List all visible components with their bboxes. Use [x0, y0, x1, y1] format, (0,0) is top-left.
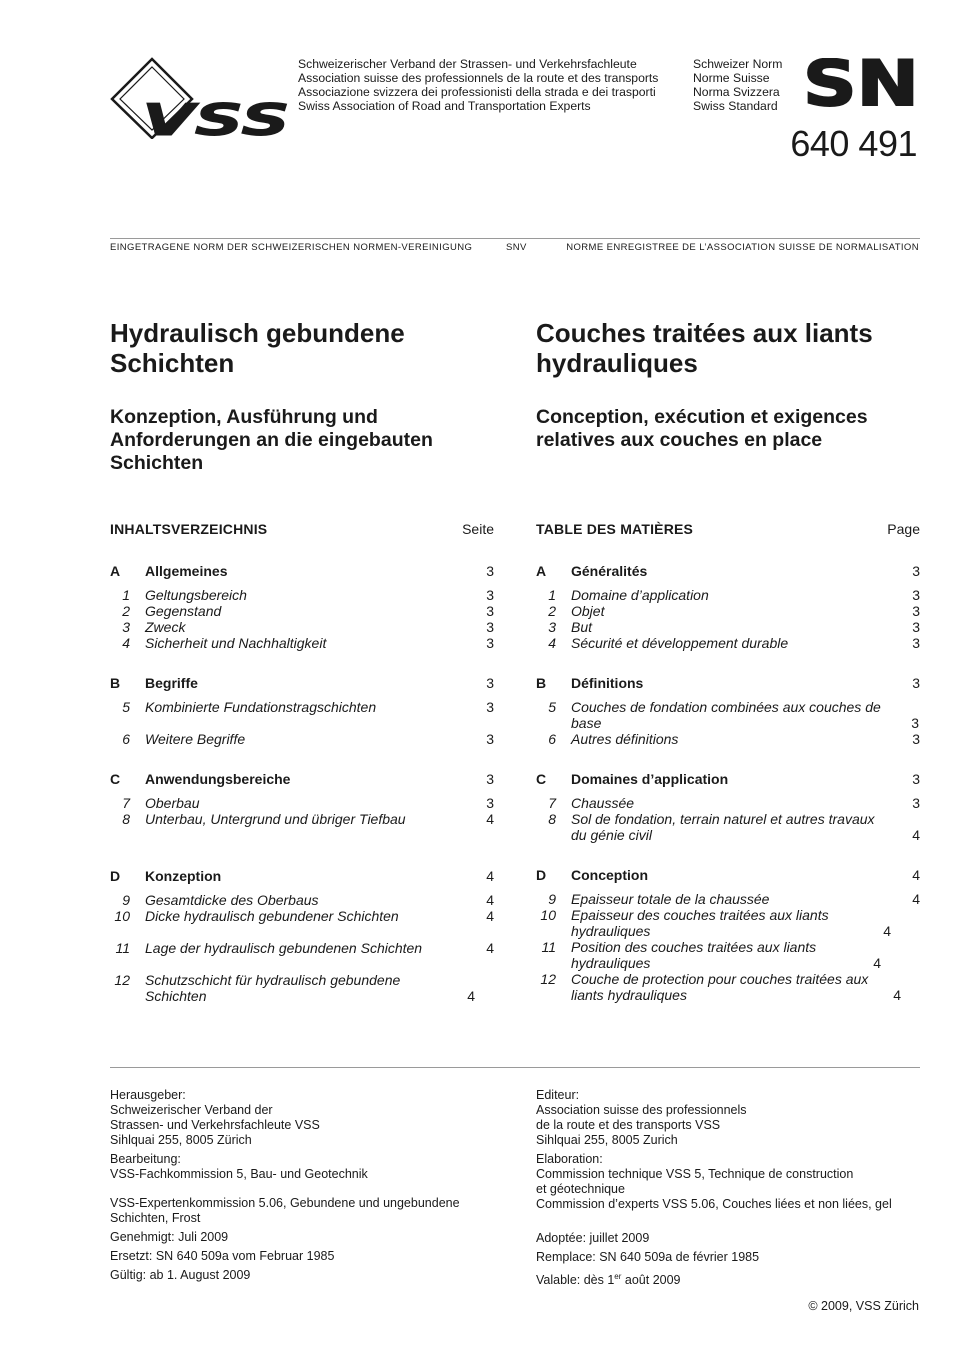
item-title: Schutzschicht für hydraulisch gebundene Schichten: [145, 972, 401, 1004]
item-page: 3: [912, 603, 920, 619]
item-number: 1: [122, 587, 130, 603]
section-letter: D: [536, 867, 547, 883]
association-name-fr: Association suisse des professionnels de la route et des transports: [298, 71, 659, 85]
toc-item: [110, 811, 494, 827]
association-name-it: Associazione svizzera dei professionisti della strada e dei trasporti: [298, 85, 656, 99]
toc-header: [110, 521, 494, 539]
item-page: 4: [486, 908, 494, 924]
item-title: But: [571, 619, 593, 635]
publisher-line: Sihlquai 255, 8005 Zürich: [110, 1133, 252, 1147]
standard-name-it: Norma Svizzera: [693, 85, 780, 99]
imprint-fr: [536, 1088, 921, 1288]
sn-logo: [803, 58, 919, 108]
toc-page-label: Page: [887, 521, 920, 537]
section-letter: D: [110, 868, 121, 884]
association-names: [298, 57, 658, 113]
toc-section: [536, 771, 920, 787]
registration-snv: SNV: [506, 242, 527, 253]
item-number: 5: [122, 699, 130, 715]
toc-item: [110, 699, 494, 715]
item-page: 4: [893, 987, 901, 1003]
item-title: Kombinierte Fundationstragschichten: [145, 699, 377, 715]
item-number: 9: [122, 892, 130, 908]
subtitle-de: Konzeption, Ausführung und Anforderungen an die eingebauten Schichten: [110, 406, 433, 474]
toc-item: [110, 587, 494, 603]
item-page: 3: [912, 619, 920, 635]
toc-item: [536, 731, 920, 747]
item-page: 4: [467, 988, 475, 1004]
item-page: 3: [912, 795, 920, 811]
item-title: Domaine d’application: [571, 587, 709, 603]
publisher-label: Editeur:: [536, 1088, 580, 1102]
item-number: 12: [540, 971, 556, 987]
item-title: Sol de fondation, terrain naturel et autres travaux du génie civil: [571, 811, 875, 843]
section-letter: B: [536, 675, 547, 691]
toc-item: [536, 619, 920, 635]
item-number: 7: [548, 795, 556, 811]
item-number: 6: [548, 731, 556, 747]
item-page: 3: [912, 587, 920, 603]
item-page: 3: [486, 635, 494, 651]
section-page: 3: [486, 675, 494, 691]
toc-section: [110, 771, 494, 787]
adoption-date: Adoptée: juillet 2009: [536, 1231, 650, 1245]
item-number: 6: [122, 731, 130, 747]
toc-item: [536, 587, 920, 603]
section-title: Anwendungsbereiche: [145, 771, 291, 787]
section-letter: A: [110, 563, 121, 579]
standard-name-de: Schweizer Norm: [693, 57, 783, 71]
item-number: 7: [122, 795, 130, 811]
item-title: Couche de protection pour couches traitées aux liants hydrauliques: [571, 971, 869, 1003]
section-title: Généralités: [571, 563, 648, 579]
validity-ordinal: er: [614, 1272, 622, 1281]
editing-line: Commission technique VSS 5, Technique de construction: [536, 1167, 854, 1181]
approval-date: Genehmigt: Juli 2009: [110, 1230, 229, 1244]
item-title: Autres définitions: [571, 731, 679, 747]
section-letter: C: [110, 771, 121, 787]
title-fr: Couches traitées aux liants hydrauliques: [536, 318, 873, 378]
section-page: 3: [912, 563, 920, 579]
section-page: 3: [486, 563, 494, 579]
toc-section: [536, 563, 920, 579]
toc-item: [110, 940, 494, 956]
publisher-line: Association suisse des professionnels: [536, 1103, 747, 1117]
toc-item: [536, 971, 920, 1003]
item-page: 3: [486, 795, 494, 811]
toc-item: [536, 907, 920, 939]
section-title: Conception: [571, 867, 648, 883]
toc-item: [536, 811, 920, 843]
toc-item: [110, 795, 494, 811]
publisher-line: Strassen- und Verkehrsfachleute VSS: [110, 1118, 320, 1132]
item-title: Geltungsbereich: [145, 587, 247, 603]
item-number: 11: [541, 939, 556, 955]
section-title: Domaines d’application: [571, 771, 729, 787]
section-page: 3: [486, 771, 494, 787]
toc-item: [536, 699, 920, 731]
toc-header: [536, 521, 920, 539]
standard-name-fr: Norme Suisse: [693, 71, 770, 85]
toc-item: [110, 619, 494, 635]
standard-name-en: Swiss Standard: [693, 99, 778, 113]
association-name-en: Swiss Association of Road and Transportation Experts: [298, 99, 591, 113]
sn-logo-text: SN: [803, 58, 919, 108]
item-title: Couches de fondation combinées aux couches de base: [571, 699, 881, 731]
toc-item: [110, 972, 494, 1004]
section-letter: B: [110, 675, 121, 691]
toc-item: [536, 635, 920, 651]
item-title: Chaussée: [571, 795, 635, 811]
item-number: 10: [540, 907, 556, 923]
item-page: 3: [486, 587, 494, 603]
toc-item: [536, 795, 920, 811]
copyright: © 2009, VSS Zürich: [808, 1299, 919, 1313]
item-number: 9: [548, 891, 556, 907]
validity-prefix: Valable: dès 1: [536, 1273, 615, 1288]
editing-label: Elaboration:: [536, 1152, 603, 1166]
subtitle-fr: Conception, exécution et exigences relatives aux couches en place: [536, 406, 868, 451]
item-page: 4: [912, 827, 920, 843]
item-number: 3: [122, 619, 130, 635]
toc-heading: INHALTSVERZEICHNIS: [110, 521, 268, 537]
toc-section: [536, 867, 920, 883]
divider: [110, 238, 920, 239]
item-number: 3: [548, 619, 556, 635]
publisher-line: Schweizerischer Verband der: [110, 1103, 273, 1117]
item-page: 3: [486, 619, 494, 635]
toc-page-label: Seite: [462, 521, 494, 537]
item-title: Dicke hydraulisch gebundener Schichten: [145, 908, 399, 924]
item-page: 4: [486, 940, 494, 956]
editing-line: VSS-Fachkommission 5, Bau- und Geotechnik: [110, 1167, 368, 1181]
imprint-de: [110, 1088, 510, 1283]
vss-logo: [110, 57, 292, 139]
section-page: 4: [486, 868, 494, 884]
toc-item: [110, 635, 494, 651]
item-number: 2: [548, 603, 556, 619]
toc-heading: TABLE DES MATIÈRES: [536, 521, 694, 537]
section-letter: C: [536, 771, 547, 787]
item-title: Epaisseur des couches traitées aux liants hydrauliques: [571, 907, 829, 939]
toc-de: [110, 521, 494, 1004]
title-de: Hydraulisch gebundene Schichten: [110, 318, 405, 378]
item-title: Position des couches traitées aux liants hydrauliques: [571, 939, 817, 971]
standard-names: [693, 57, 782, 113]
item-number: 12: [114, 972, 130, 988]
validity-date: [536, 1269, 921, 1288]
toc-item: [536, 939, 920, 971]
item-title: Weitere Begriffe: [145, 731, 246, 747]
item-number: 5: [548, 699, 556, 715]
divider: [110, 1067, 920, 1068]
item-title: Gesamtdicke des Oberbaus: [145, 892, 319, 908]
item-title: Gegenstand: [145, 603, 222, 619]
toc-item: [110, 603, 494, 619]
document-number: 640 491: [790, 123, 917, 164]
expert-line: Schichten, Frost: [110, 1211, 201, 1225]
item-page: 3: [912, 731, 920, 747]
item-title: Lage der hydraulisch gebundenen Schichten: [145, 940, 423, 956]
item-page: 3: [486, 731, 494, 747]
publisher-label: Herausgeber:: [110, 1088, 186, 1102]
registration-de: EINGETRAGENE NORM DER SCHWEIZERISCHEN NORMEN-VEREINIGUNG: [110, 242, 473, 253]
section-letter: A: [536, 563, 547, 579]
section-title: Begriffe: [145, 675, 198, 691]
toc-item: [110, 892, 494, 908]
toc-section: [110, 675, 494, 691]
section-page: 3: [912, 771, 920, 787]
toc-fr: [536, 521, 920, 1003]
item-page: 3: [486, 603, 494, 619]
toc-item: [536, 603, 920, 619]
section-page: 4: [912, 867, 920, 883]
section-title: Allgemeines: [145, 563, 228, 579]
association-name-de: Schweizerischer Verband der Strassen- und Verkehrsfachleute: [298, 57, 637, 71]
replaces-note: Remplace: SN 640 509a de février 1985: [536, 1250, 760, 1264]
validity-suffix: août 2009: [621, 1273, 681, 1288]
editing-line: et géotechnique: [536, 1182, 625, 1196]
toc-item: [110, 731, 494, 747]
validity-date: Gültig: ab 1. August 2009: [110, 1268, 251, 1282]
item-number: 2: [122, 603, 130, 619]
vss-logo-text: VSS: [142, 95, 290, 139]
item-page: 4: [486, 811, 494, 827]
publisher-line: Sihlquai 255, 8005 Zurich: [536, 1133, 678, 1147]
registration-fr: NORME ENREGISTREE DE L’ASSOCIATION SUISSE DE NORMALISATION: [566, 242, 919, 253]
toc-section: [536, 675, 920, 691]
item-number: 8: [548, 811, 556, 827]
item-number: 4: [122, 635, 130, 651]
item-number: 1: [548, 587, 556, 603]
editing-label: Bearbeitung:: [110, 1152, 181, 1166]
item-title: Epaisseur totale de la chaussée: [571, 891, 770, 907]
item-number: 4: [548, 635, 556, 651]
section-page: 3: [912, 675, 920, 691]
item-page: 4: [883, 923, 891, 939]
editing-line: Commission d’experts VSS 5.06, Couches liées et non liées, gel: [536, 1197, 892, 1211]
item-number: 11: [115, 940, 130, 956]
item-page: 3: [486, 699, 494, 715]
item-page: 3: [912, 635, 920, 651]
toc-section: [110, 563, 494, 579]
item-title: Zweck: [145, 619, 186, 635]
item-title: Sicherheit und Nachhaltigkeit: [145, 635, 327, 651]
item-title: Objet: [571, 603, 605, 619]
section-title: Konzeption: [145, 868, 222, 884]
toc-section: [110, 868, 494, 884]
item-title: Sécurité et développement durable: [571, 635, 789, 651]
item-number: 8: [122, 811, 130, 827]
item-title: Oberbau: [145, 795, 200, 811]
expert-line: VSS-Expertenkommission 5.06, Gebundene und ungebundene: [110, 1196, 460, 1210]
publisher-line: de la route et des transports VSS: [536, 1118, 721, 1132]
toc-item: [110, 908, 494, 924]
item-page: 4: [486, 892, 494, 908]
item-number: 10: [114, 908, 130, 924]
item-page: 4: [912, 891, 920, 907]
section-title: Définitions: [571, 675, 644, 691]
toc-item: [536, 891, 920, 907]
item-page: 4: [873, 955, 881, 971]
item-title: Unterbau, Untergrund und übriger Tiefbau: [145, 811, 406, 827]
replaces-note: Ersetzt: SN 640 509a vom Februar 1985: [110, 1249, 335, 1263]
item-page: 3: [911, 715, 919, 731]
